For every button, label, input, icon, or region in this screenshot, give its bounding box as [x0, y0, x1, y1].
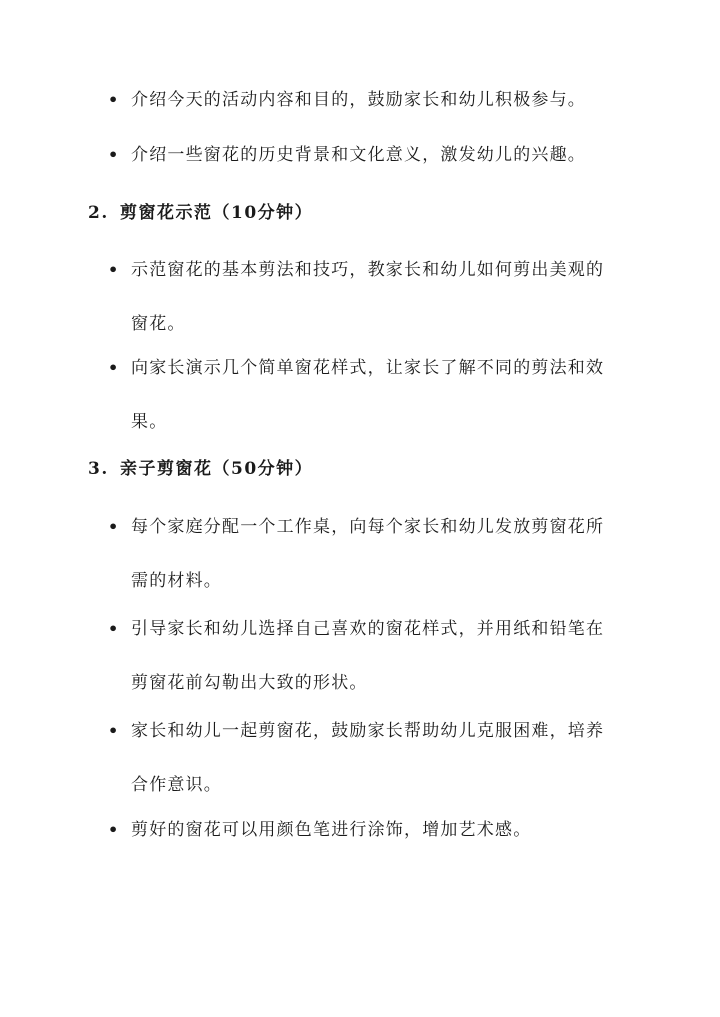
list-item [108, 243, 628, 351]
bullet-marker: • [108, 517, 120, 536]
section-heading [88, 455, 313, 483]
list-item [108, 341, 628, 449]
bullet-marker: • [108, 721, 120, 740]
list-item [108, 500, 628, 608]
section-title: 亲子剪窗花（50分钟） [120, 459, 314, 479]
section-title: 剪窗花示范（10分钟） [120, 203, 314, 223]
list-item [108, 704, 628, 812]
bullet-marker: • [108, 820, 120, 839]
list-item [108, 128, 628, 182]
list-item-text: 每个家庭分配一个工作桌，向每个家长和幼儿发放剪窗花所需的材料。 [131, 517, 605, 591]
bullet-marker: • [108, 145, 120, 164]
section-heading [88, 199, 313, 227]
list-item-text: 向家长演示几个简单窗花样式，让家长了解不同的剪法和效果。 [131, 358, 605, 432]
list-item-text: 家长和幼儿一起剪窗花，鼓励家长帮助幼儿克服困难，培养合作意识。 [131, 721, 605, 795]
list-item [108, 602, 628, 710]
section-number: 2. [88, 203, 109, 223]
section-number: 3. [88, 459, 109, 479]
bullet-marker: • [108, 260, 120, 279]
list-item-text: 介绍今天的活动内容和目的，鼓励家长和幼儿积极参与。 [131, 90, 586, 110]
list-item-text: 示范窗花的基本剪法和技巧，教家长和幼儿如何剪出美观的窗花。 [131, 260, 605, 334]
list-item [108, 803, 628, 857]
bullet-marker: • [108, 619, 120, 638]
bullet-marker: • [108, 358, 120, 377]
list-item-text: 介绍一些窗花的历史背景和文化意义，激发幼儿的兴趣。 [131, 145, 586, 165]
list-item-text: 剪好的窗花可以用颜色笔进行涂饰，增加艺术感。 [131, 820, 532, 840]
list-item-text: 引导家长和幼儿选择自己喜欢的窗花样式，并用纸和铅笔在剪窗花前勾勒出大致的形状。 [131, 619, 605, 693]
bullet-marker: • [108, 90, 120, 109]
list-item [108, 73, 628, 127]
